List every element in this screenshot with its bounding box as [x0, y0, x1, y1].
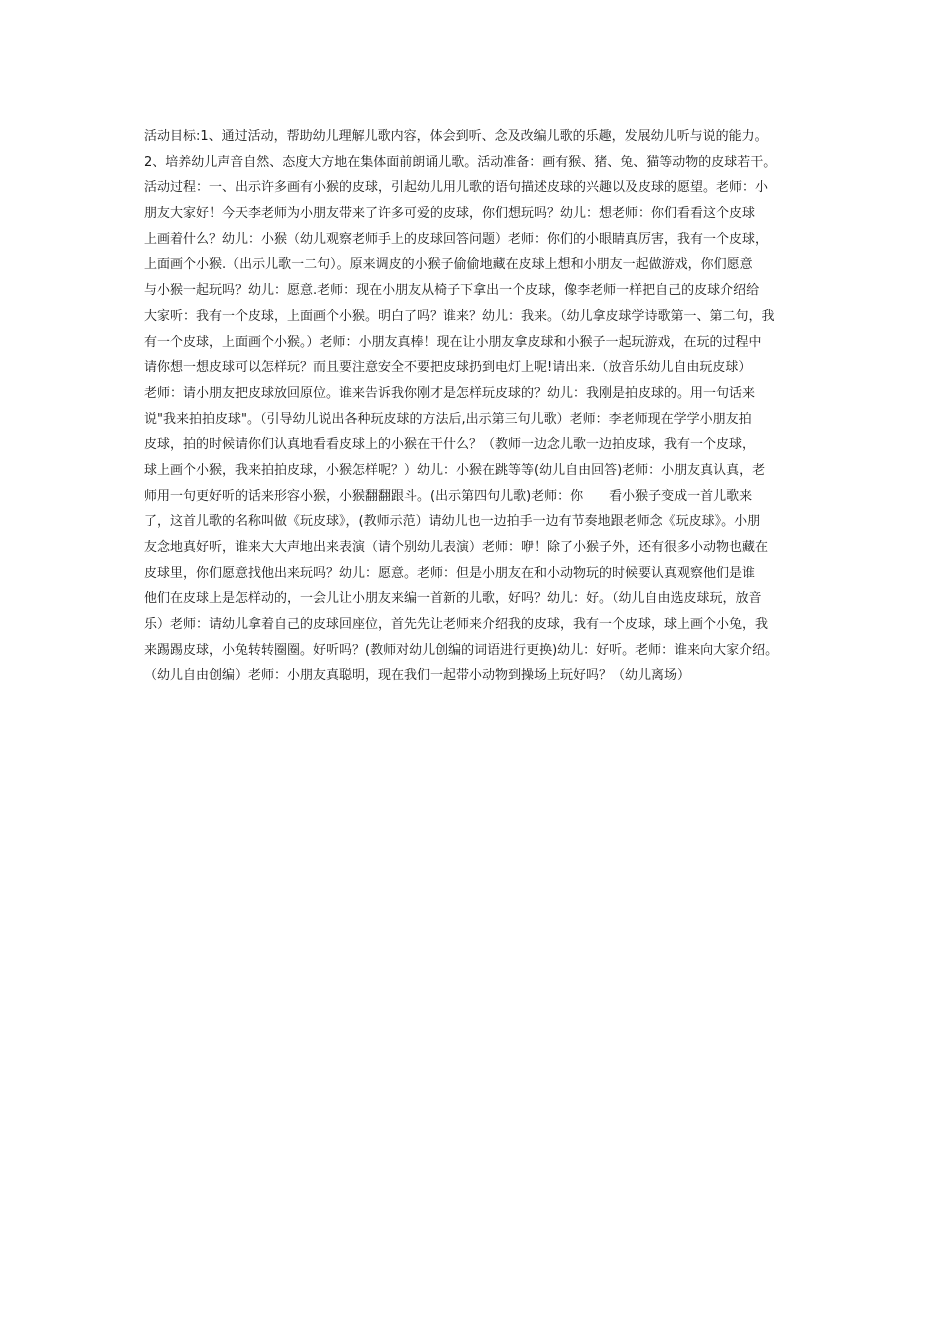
text-line: 了，这首儿歌的名称叫做《玩皮球》，(教师示范）请幼儿也一边拍手一边有节奏地跟老师念《玩皮球》。小朋	[144, 514, 761, 530]
text-line: （幼儿自由创编）老师：小朋友真聪明，现在我们一起带小动物到操场上玩好吗？（幼儿离场）	[144, 668, 691, 684]
text-line: 上画着什么？幼儿：小猴（幼儿观察老师手上的皮球回答问题）老师：你们的小眼睛真厉害，我有一个皮球，	[144, 231, 769, 247]
text-line: 请你想一想皮球可以怎样玩？而且要注意安全不要把皮球扔到电灯上呢!请出来.（放音乐幼儿自由玩皮球）	[144, 360, 752, 376]
text-line: 师用一句更好听的话来形容小猴，小猴翻翻跟斗。(出示第四句儿歌)老师：你 看小猴子变成一首儿歌来	[144, 488, 753, 504]
lesson-plan-text	[144, 124, 824, 689]
text-line: 与小猴一起玩吗？幼儿：愿意.老师：现在小朋友从椅子下拿出一个皮球，像李老师一样把自己的皮球介绍给	[144, 283, 760, 299]
text-line: 皮球里，你们愿意找他出来玩吗？幼儿：愿意。老师：但是小朋友在和小动物玩的时候要认真观察他们是谁	[144, 565, 756, 581]
text-line: 说"我来拍拍皮球"。（引导幼儿说出各种玩皮球的方法后,出示第三句儿歌）老师：李老师现在学学小朋友拍	[144, 411, 752, 427]
text-line: 乐）老师：请幼儿拿着自己的皮球回座位，首先先让老师来介绍我的皮球，我有一个皮球，球上画个小兔，我	[144, 617, 769, 633]
text-line: 大家听：我有一个皮球，上面画个小猴。明白了吗？谁来？幼儿：我来。（幼儿拿皮球学诗歌第一、第二句，我	[144, 308, 775, 324]
text-line: 2、培养幼儿声音自然、态度大方地在集体面前朗诵儿歌。活动准备：画有猴、猪、兔、猫等动物的皮球若干。	[144, 154, 777, 170]
text-line: 朋友大家好！今天李老师为小朋友带来了许多可爱的皮球，你们想玩吗？幼儿：想老师：你们看看这个皮球	[144, 206, 756, 222]
text-line: 有一个皮球，上面画个小猴。）老师：小朋友真棒！现在让小朋友拿皮球和小猴子一起玩游戏，在玩的过程中	[144, 334, 762, 350]
text-line: 上面画个小猴.（出示儿歌一二句）。原来调皮的小猴子偷偷地藏在皮球上想和小朋友一起做游戏，你们愿意	[144, 257, 753, 273]
text-line: 来踢踢皮球，小兔转转圈圈。好听吗？(教师对幼儿创编的词语进行更换)幼儿：好听。老师：谁来向大家介绍。	[144, 642, 779, 658]
text-line: 活动目标:1、通过活动，帮助幼儿理解儿歌内容，体会到听、念及改编儿歌的乐趣，发展幼儿听与说的能力。	[144, 129, 768, 144]
text-line: 皮球，拍的时候请你们认真地看看皮球上的小猴在干什么？（教师一边念儿歌一边拍皮球，我有一个皮球，	[144, 437, 756, 453]
text-line: 友念地真好听，谁来大大声地出来表演（请个别幼儿表演）老师：咿！除了小猴子外，还有很多小动物也藏在	[144, 540, 769, 555]
text-line: 老师：请小朋友把皮球放回原位。谁来告诉我你刚才是怎样玩皮球的？幼儿：我刚是拍皮球的。用一句话来	[144, 385, 756, 401]
text-line: 活动过程：一、出示许多画有小猴的皮球，引起幼儿用儿歌的语句描述皮球的兴趣以及皮球的愿望。老师：小	[144, 180, 769, 196]
text-line: 他们在皮球上是怎样动的，一会儿让小朋友来编一首新的儿歌，好吗？幼儿：好。（幼儿自由选皮球玩，放音	[144, 591, 762, 607]
text-line: 球上画个小猴，我来拍拍皮球，小猴怎样呢？）幼儿：小猴在跳等等(幼儿自由回答)老师：小朋友真认真，老	[144, 462, 766, 478]
